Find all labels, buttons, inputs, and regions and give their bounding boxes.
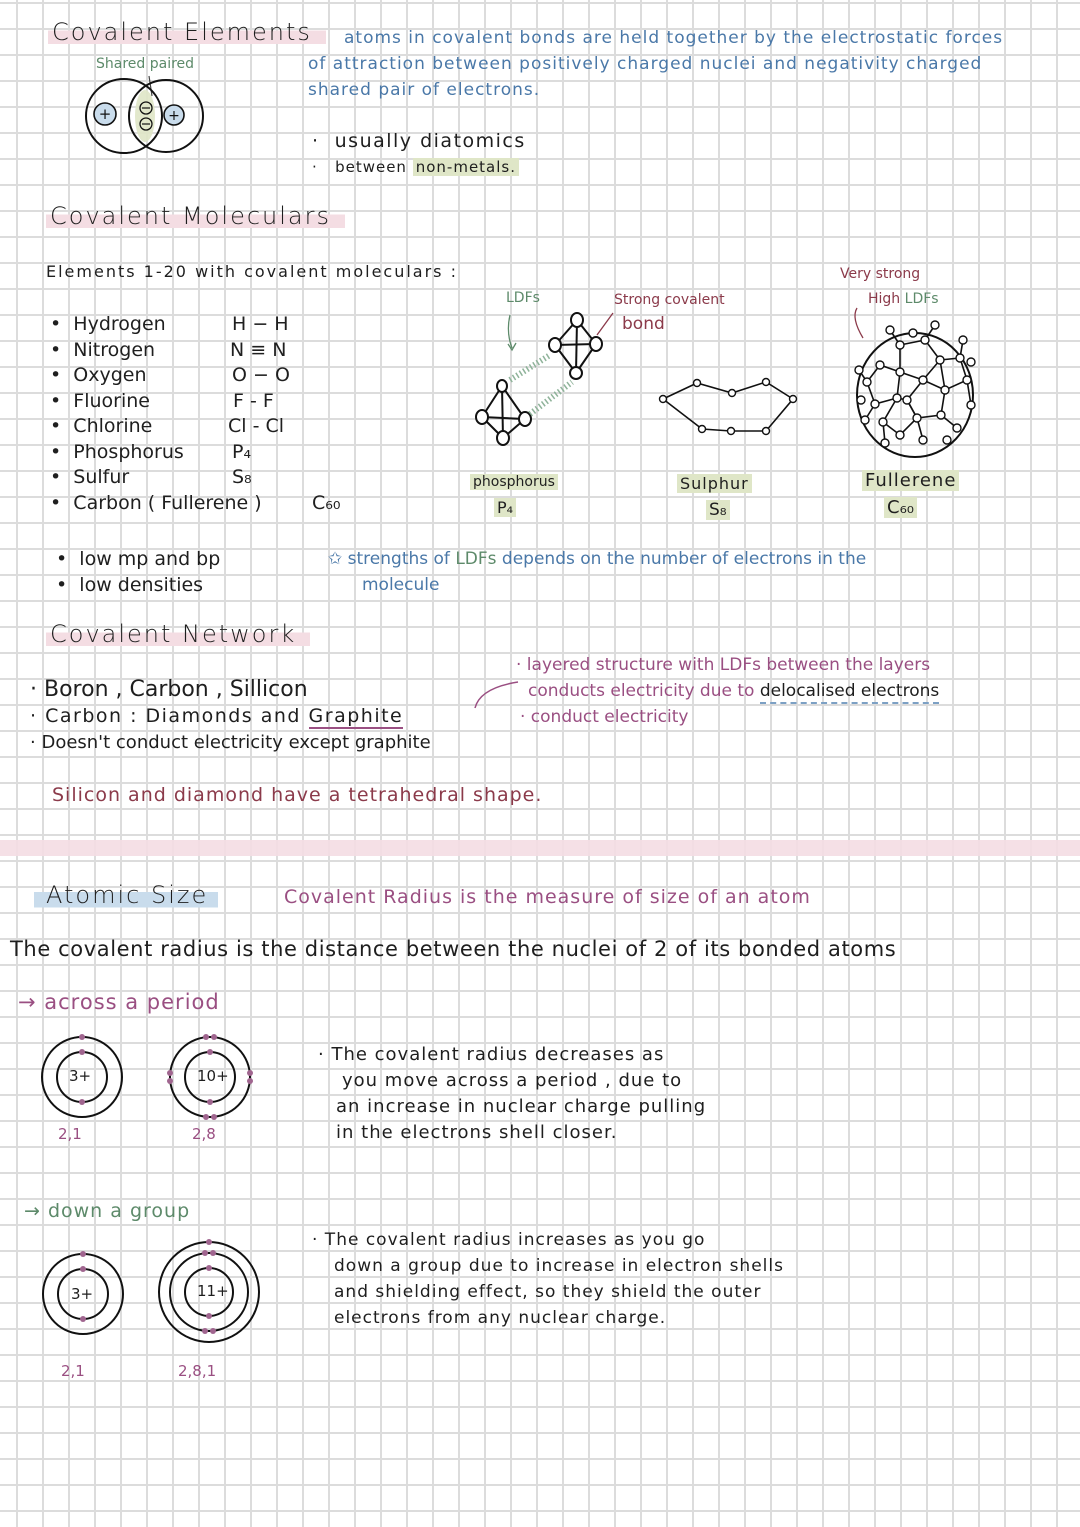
ldfs-annotation: LDFs <box>506 290 540 306</box>
bullet-text: Carbon : Diamonds and <box>45 705 301 727</box>
section-title-covalent-elements <box>48 18 326 46</box>
ldf-strength-note-line-2: molecule <box>362 575 440 595</box>
tetrahedral-note: Silicon and diamond have a tetrahedral shape. <box>52 784 543 806</box>
property-text: low densities <box>79 574 204 596</box>
star-icon: ✩ <box>328 549 343 569</box>
bullet-text: usually diatomics <box>334 130 526 152</box>
element-row: • Nitrogen N ≡ N <box>50 338 370 364</box>
bullet-dot: · <box>312 158 336 176</box>
high-label: High <box>868 291 901 307</box>
fullerene-label <box>862 470 959 491</box>
element-name: Phosphorus <box>73 440 184 463</box>
across-explanation <box>318 1042 706 1146</box>
structure-name: Fullerene <box>862 470 959 491</box>
atomic-size-heading: Atomic Size <box>34 881 218 909</box>
element-row: • Carbon ( Fullerene ) C₆₀ <box>50 491 370 517</box>
element-row: • Phosphorus P₄ <box>50 440 370 466</box>
structure-formula: C₆₀ <box>884 497 917 518</box>
element-row: • Sulfur S₈ <box>50 465 370 491</box>
network-bullet-conductivity: · Doesn't conduct electricity except graphite <box>30 732 431 753</box>
element-formula: O − O <box>232 364 290 386</box>
sulphur-s8-diagram <box>655 370 815 440</box>
phosphorus-label <box>470 474 558 490</box>
strong-covalent-annotation-2: bond <box>622 314 665 334</box>
note-text: conducts electricity due to <box>528 681 755 701</box>
sodium-charge: 11+ <box>197 1282 229 1300</box>
explanation-line: an increase in nuclear charge pulling <box>336 1096 707 1117</box>
strong-covalent-annotation-1: Strong covalent <box>614 292 725 308</box>
element-formula: S₈ <box>232 466 252 488</box>
graphite-annotation-line <box>470 680 530 710</box>
covalent-elements-heading: Covalent Elements <box>48 18 326 46</box>
section-title-covalent-moleculars <box>46 202 345 230</box>
down-explanation <box>312 1227 784 1331</box>
covalent-moleculars-heading: Covalent Moleculars <box>46 202 345 230</box>
element-name: Carbon ( Fullerene ) <box>73 491 262 514</box>
element-formula: N ≡ N <box>230 338 287 361</box>
explanation-line: · The covalent radius increases as you go <box>312 1230 706 1250</box>
structure-formula: P₄ <box>494 498 516 517</box>
graphite-note-1: · layered structure with LDFs between the layers <box>516 655 931 675</box>
bullet-non-metals <box>312 158 519 176</box>
element-formula: F - F <box>233 389 274 412</box>
element-name: Hydrogen <box>73 313 166 335</box>
explanation-line: you move across a period , due to <box>342 1070 683 1091</box>
structure-name: Sulphur <box>677 474 752 493</box>
explanation-line: electrons from any nuclear charge. <box>334 1308 667 1328</box>
explanation-line: down a group due to increase in electron shells <box>334 1256 784 1276</box>
bullet-text: Boron , Carbon , Sillicon <box>44 677 308 702</box>
elements-intro: Elements 1-20 with covalent moleculars : <box>46 262 458 281</box>
covalent-description-line-1: atoms in covalent bonds are held together by the electrostatic forces <box>344 28 1004 48</box>
network-bullet-elements: · Boron , Carbon , Sillicon <box>30 677 308 702</box>
explanation-line: in the electrons shell closer. <box>336 1122 618 1143</box>
across-period-heading: → across a period <box>18 990 220 1014</box>
element-row: • Oxygen O − O <box>50 363 370 389</box>
lithium-group-charge: 3+ <box>71 1285 94 1303</box>
element-name: Chlorine <box>73 415 153 437</box>
sulphur-formula <box>706 500 730 520</box>
phosphorus-formula <box>494 498 516 517</box>
network-bullet-carbon: · Carbon : Diamonds and Graphite <box>30 705 404 727</box>
svg-text:+: + <box>168 108 180 124</box>
element-row: • Hydrogen H − H <box>50 312 370 338</box>
covalent-network-heading: Covalent Network <box>46 620 310 648</box>
element-name: Oxygen <box>73 364 147 386</box>
property-text: low mp and bp <box>79 548 221 570</box>
section-divider <box>0 840 1080 856</box>
element-list <box>50 312 370 516</box>
ldfs-label: LDFs <box>904 291 939 307</box>
covalent-bond-diagram <box>80 70 210 160</box>
covalent-radius-subtitle: Covalent Radius is the measure of size of an atom <box>284 886 811 908</box>
property-low-mp-bp: • low mp and bp <box>56 548 221 570</box>
bullet-text: Doesn't conduct electricity except graphite <box>41 732 431 753</box>
down-group-heading: → down a group <box>24 1200 191 1222</box>
lithium-charge: 3+ <box>69 1067 92 1085</box>
element-row: • Fluorine F - F <box>50 389 370 415</box>
neon-config: 2,8 <box>192 1125 216 1143</box>
structure-name: phosphorus <box>470 474 558 490</box>
delocalised-electrons: delocalised electrons <box>760 681 939 704</box>
svg-text:+: + <box>98 105 112 123</box>
section-title-atomic-size <box>34 881 218 909</box>
element-name: Sulfur <box>73 466 130 488</box>
element-formula: H − H <box>232 313 289 335</box>
graphite-note-2 <box>528 681 939 701</box>
element-formula: P₄ <box>232 440 252 463</box>
sodium-config: 2,8,1 <box>178 1362 217 1380</box>
covalent-description-line-3: shared pair of electrons. <box>308 80 541 100</box>
fullerene-c60-diagram <box>845 300 985 450</box>
phosphorus-p4-diagram <box>470 310 610 460</box>
very-strong-annotation: Very strong <box>840 266 921 282</box>
element-name: Nitrogen <box>73 338 156 361</box>
note-ldfs: LDFs <box>455 549 497 569</box>
property-low-densities: • low densities <box>56 574 204 596</box>
covalent-description-line-2: of attraction between positively charged nuclei and negativity charged <box>308 54 983 74</box>
explanation-line: and shielding effect, so they shield the outer <box>334 1282 762 1302</box>
non-metals-highlight: non-metals. <box>413 158 519 176</box>
element-row: • Chlorine Cl - Cl <box>50 414 370 440</box>
section-title-covalent-network <box>46 620 310 648</box>
bullet-dot: · <box>312 130 335 152</box>
element-name: Fluorine <box>73 389 150 412</box>
bullet-diatomics <box>312 130 526 152</box>
sulphur-label <box>677 474 752 493</box>
element-formula: Cl - Cl <box>228 415 285 437</box>
note-text: depends on the number of electrons in the <box>501 549 867 569</box>
covalent-radius-definition: The covalent radius is the distance between the nuclei of 2 of its bonded atoms <box>10 937 897 961</box>
bullet-text: between <box>335 158 407 176</box>
ldf-strength-note <box>328 549 866 569</box>
structure-formula: S₈ <box>706 500 730 520</box>
element-formula: C₆₀ <box>312 491 341 514</box>
note-text: strengths of <box>347 549 450 569</box>
graphite-note-3: · conduct electricity <box>520 707 689 727</box>
lithium-config: 2,1 <box>58 1125 82 1143</box>
lithium-group-config: 2,1 <box>61 1362 85 1380</box>
explanation-line: · The covalent radius decreases as <box>318 1044 665 1065</box>
shared-pair-label: Shared paired <box>96 56 195 72</box>
fullerene-formula <box>884 497 917 518</box>
neon-charge: 10+ <box>197 1067 229 1085</box>
graphite-word: Graphite <box>308 705 404 727</box>
